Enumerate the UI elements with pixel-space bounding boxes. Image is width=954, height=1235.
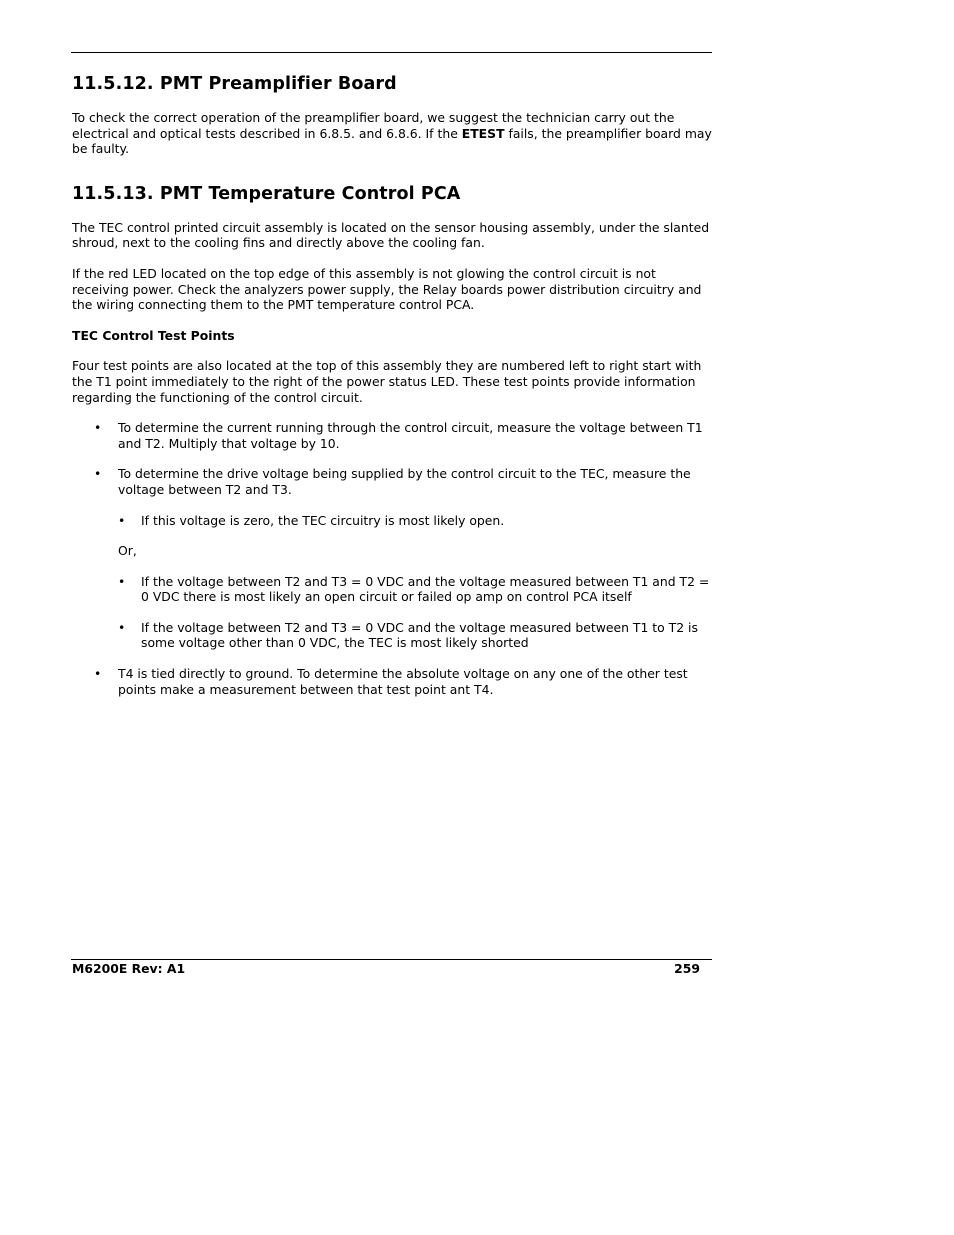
list-item-text: T4 is tied directly to ground. To determine the absolute voltage on any one of the other test points make a measurement between that test point ant T4. (118, 666, 688, 697)
list-item-text: To determine the current running through the control circuit, measure the voltage between T1 and T2. Multiply that voltage by 10. (118, 420, 703, 451)
list-item-text: To determine the drive voltage being supplied by the control circuit to the TEC, measure the voltage between T2 and T3. (118, 466, 691, 497)
page-number: 259 (674, 961, 700, 976)
or-text: Or, (118, 543, 137, 559)
list-item (72, 466, 712, 651)
bullet-icon: • (94, 666, 102, 682)
led-paragraph: If the red LED located on the top edge of this assembly is not glowing the control circuit is not receiving power. Check the analyzers power supply, the Relay boards power distribution circuitry and the wiring connecting them to the PMT temperature control PCA. (72, 265, 702, 313)
bullet-icon: • (118, 619, 126, 635)
sub-list-item (118, 513, 712, 529)
header-rule (71, 52, 712, 53)
preamplifier-text-end: fails, the preamplifier board may be faulty. (72, 125, 712, 157)
bullet-icon: • (94, 420, 102, 436)
sub-list (118, 513, 712, 529)
section-heading-temperature-control: 11.5.13. PMT Temperature Control PCA (72, 183, 461, 204)
test-points-paragraph: Four test points are also located at the top of this assembly they are numbered left to right start with the T1 point immediately to the right of the power status LED. These test points provide information regarding the functioning of the control circuit. (72, 358, 702, 405)
sub-list-item (118, 574, 712, 605)
sub-list-item-text: If the voltage between T2 and T3 = 0 VDC and the voltage measured between T1 to T2 is some voltage other than 0 VDC, the TEC is most likely shorted (141, 619, 698, 651)
preamplifier-text-start: To check the correct operation of the preamplifier board, we suggest the technician carry out the electrical and optical tests described in 6.8.5. and 6.8.6. If the (72, 110, 675, 141)
etest-keyword: ETEST (461, 125, 505, 141)
sub-list-item-text: If this voltage is zero, the TEC circuitry is most likely open. (141, 512, 505, 528)
sub-list-item-text: If the voltage between T2 and T3 = 0 VDC and the voltage measured between T1 and T2 = 0 VDC there is most likely an open circuit or failed op amp on control PCA itself (141, 573, 710, 605)
test-point-list (72, 420, 712, 697)
bullet-icon: • (94, 466, 102, 482)
list-item (72, 420, 712, 451)
subheading-test-points: TEC Control Test Points (72, 327, 235, 343)
bullet-icon: • (118, 573, 126, 589)
sub-list-item (118, 620, 712, 651)
document-body (72, 70, 712, 712)
preamplifier-paragraph (72, 110, 712, 157)
bullet-icon: • (118, 512, 126, 528)
list-item (72, 666, 712, 697)
footer-rule (71, 959, 712, 960)
section-heading-preamplifier: 11.5.12. PMT Preamplifier Board (72, 74, 397, 94)
sub-list (118, 574, 712, 651)
document-id: M6200E Rev: A1 (72, 961, 186, 976)
tec-location-paragraph: The TEC control printed circuit assembly is located on the sensor housing assembly, under the slanted shroud, next to the cooling fins and directly above the cooling fan. (72, 219, 710, 251)
